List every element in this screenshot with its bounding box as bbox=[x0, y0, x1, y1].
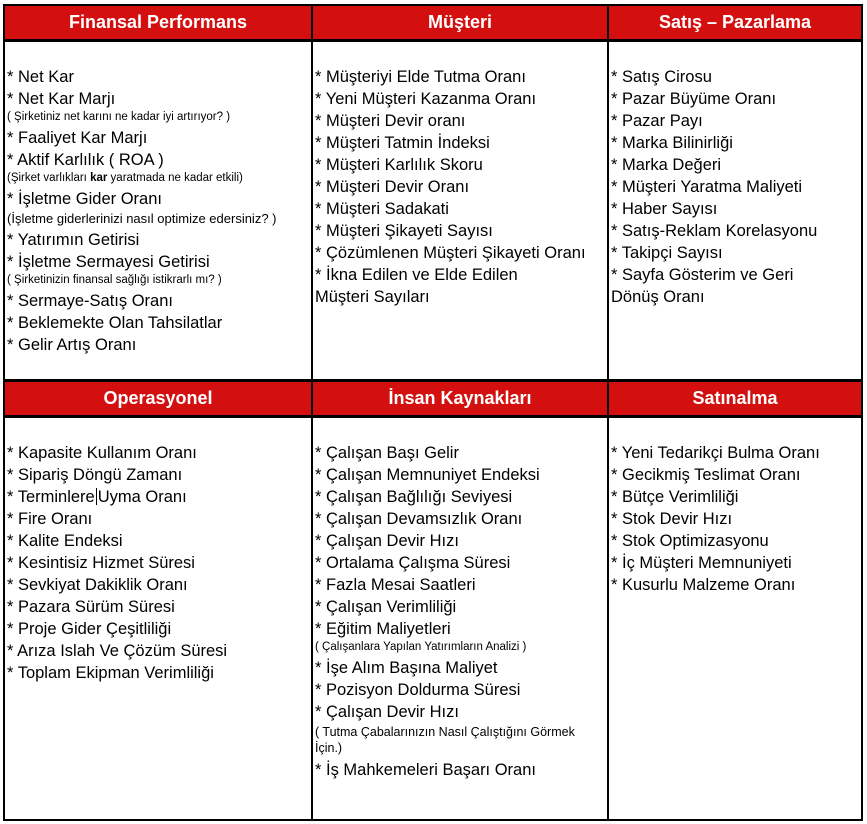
list-item: * Aktif Karlılık ( ROA ) bbox=[7, 151, 164, 169]
list-item: * İşe Alım Başına Maliyet bbox=[315, 659, 498, 677]
list-item: * Yeni Tedarikçi Bulma Oranı bbox=[611, 444, 820, 462]
header-satis-pazarlama: Satış – Pazarlama bbox=[609, 6, 861, 39]
list-item: * Toplam Ekipman Verimliliği bbox=[7, 664, 214, 682]
list-item: * Çözümlenen Müşteri Şikayeti Oranı bbox=[315, 244, 586, 262]
list-item: * Müşteri Tatmin İndeksi bbox=[315, 134, 490, 152]
header-finansal-performans: Finansal Performans bbox=[5, 6, 311, 39]
cell-satinalma bbox=[609, 442, 861, 596]
list-item: * Gelir Artış Oranı bbox=[7, 336, 137, 354]
item-note: ( Tutma Çabalarınızın Nasıl Çalıştığını Görmek İçin.) bbox=[315, 725, 575, 755]
list-item: * Kapasite Kullanım Oranı bbox=[7, 444, 197, 462]
list-item: * Marka Değeri bbox=[611, 156, 722, 174]
header-divider bbox=[5, 415, 861, 418]
list-item: * Takipçi Sayısı bbox=[611, 244, 723, 262]
list-item: * Sevkiyat Dakiklik Oranı bbox=[7, 576, 188, 594]
list-item: * Satış-Reklam Korelasyonu bbox=[611, 222, 818, 240]
item-note: (İşletme giderlerinizi nasıl optimize edersiniz? ) bbox=[7, 211, 277, 226]
list-item: * Beklemekte Olan Tahsilatlar bbox=[7, 314, 223, 332]
list-item: * Fire Oranı bbox=[7, 510, 93, 528]
list-item: * Kesintisiz Hizmet Süresi bbox=[7, 554, 195, 572]
item-note: ( Çalışanlara Yapılan Yatırımların Analizi ) bbox=[315, 641, 527, 653]
list-item: * İş Mahkemeleri Başarı Oranı bbox=[315, 761, 536, 779]
list-item: * Yatırımın Getirisi bbox=[7, 231, 140, 249]
list-item: * Müşteri Sadakati bbox=[315, 200, 449, 218]
list-item: * Haber Sayısı bbox=[611, 200, 718, 218]
list-item: * Gecikmiş Teslimat Oranı bbox=[611, 466, 801, 484]
item-note: ( Şirketiniz net karını ne kadar iyi artırıyor? ) bbox=[7, 111, 231, 123]
header-insan-kaynaklari: İnsan Kaynakları bbox=[313, 382, 607, 415]
list-item: * Müşteri Devir Oranı bbox=[315, 178, 470, 196]
list-item: * Müşteri Karlılık Skoru bbox=[315, 156, 483, 174]
list-item: * Pozisyon Doldurma Süresi bbox=[315, 681, 521, 699]
list-item: * Çalışan Devamsızlık Oranı bbox=[315, 510, 523, 528]
header-musteri: Müşteri bbox=[313, 6, 607, 39]
list-item: * Net Kar Marjı bbox=[7, 90, 116, 108]
list-item: * İç Müşteri Memnuniyeti bbox=[611, 554, 792, 572]
cell-finansal-performans bbox=[5, 66, 311, 356]
item-note: ( Şirketinizin finansal sağlığı istikrarlı mı? ) bbox=[7, 274, 222, 286]
cell-insan-kaynaklari bbox=[313, 442, 607, 781]
list-item: * Stok Devir Hızı bbox=[611, 510, 733, 528]
cell-operasyonel bbox=[5, 442, 311, 684]
list-item: * Müşteri Yaratma Maliyeti bbox=[611, 178, 803, 196]
list-item: * Pazar Büyüme Oranı bbox=[611, 90, 777, 108]
list-item: * Çalışan Başı Gelir bbox=[315, 444, 459, 462]
list-item: * İşletme Gider Oranı bbox=[7, 190, 162, 208]
list-item: * Müşteriyi Elde Tutma Oranı bbox=[315, 68, 526, 86]
list-item: * Ortalama Çalışma Süresi bbox=[315, 554, 511, 572]
item-note: (Şirket varlıkları kar yaratmada ne kadar etkili) bbox=[7, 172, 243, 184]
list-item: * Stok Optimizasyonu bbox=[611, 532, 769, 550]
list-item: * Satış Cirosu bbox=[611, 68, 712, 86]
list-item: * Yeni Müşteri Kazanma Oranı bbox=[315, 90, 537, 108]
list-item: * Bütçe Verimliliği bbox=[611, 488, 739, 506]
list-item: * Sermaye-Satış Oranı bbox=[7, 292, 173, 310]
list-item: * Kusurlu Malzeme Oranı bbox=[611, 576, 796, 594]
list-item: * İşletme Sermayesi Getirisi bbox=[7, 253, 210, 271]
kpi-table bbox=[3, 4, 863, 821]
list-item: * Kalite Endeksi bbox=[7, 532, 123, 550]
list-item: * Çalışan Devir Hızı bbox=[315, 703, 459, 721]
list-item: * Faaliyet Kar Marjı bbox=[7, 129, 148, 147]
list-item: * Pazara Sürüm Süresi bbox=[7, 598, 175, 616]
list-item: * Arıza Islah Ve Çözüm Süresi bbox=[7, 642, 228, 660]
list-item: * Terminlere Uyma Oranı bbox=[7, 488, 187, 506]
list-item: * Çalışan Verimliliği bbox=[315, 598, 457, 616]
list-item: * İkna Edilen ve Elde Edilen Müşteri Sayıları bbox=[315, 266, 518, 306]
list-item: * Çalışan Bağlılığı Seviyesi bbox=[315, 488, 513, 506]
list-item: * Eğitim Maliyetleri bbox=[315, 620, 451, 638]
header-operasyonel: Operasyonel bbox=[5, 382, 311, 415]
list-item: * Sayfa Gösterim ve Geri Dönüş Oranı bbox=[611, 266, 794, 306]
header-divider bbox=[5, 39, 861, 42]
cell-musteri bbox=[313, 66, 607, 308]
list-item: * Müşteri Devir oranı bbox=[315, 112, 466, 130]
list-item: * Net Kar bbox=[7, 68, 74, 86]
list-item: * Sipariş Döngü Zamanı bbox=[7, 466, 183, 484]
list-item: * Fazla Mesai Saatleri bbox=[315, 576, 476, 594]
list-item: * Proje Gider Çeşitliliği bbox=[7, 620, 172, 638]
cell-satis-pazarlama bbox=[609, 66, 861, 308]
list-item: * Çalışan Memnuniyet Endeksi bbox=[315, 466, 540, 484]
text-cursor bbox=[96, 488, 97, 505]
list-item: * Pazar Payı bbox=[611, 112, 703, 130]
list-item: * Müşteri Şikayeti Sayısı bbox=[315, 222, 493, 240]
header-satinalma: Satınalma bbox=[609, 382, 861, 415]
list-item: * Çalışan Devir Hızı bbox=[315, 532, 459, 550]
list-item: * Marka Bilinirliği bbox=[611, 134, 733, 152]
